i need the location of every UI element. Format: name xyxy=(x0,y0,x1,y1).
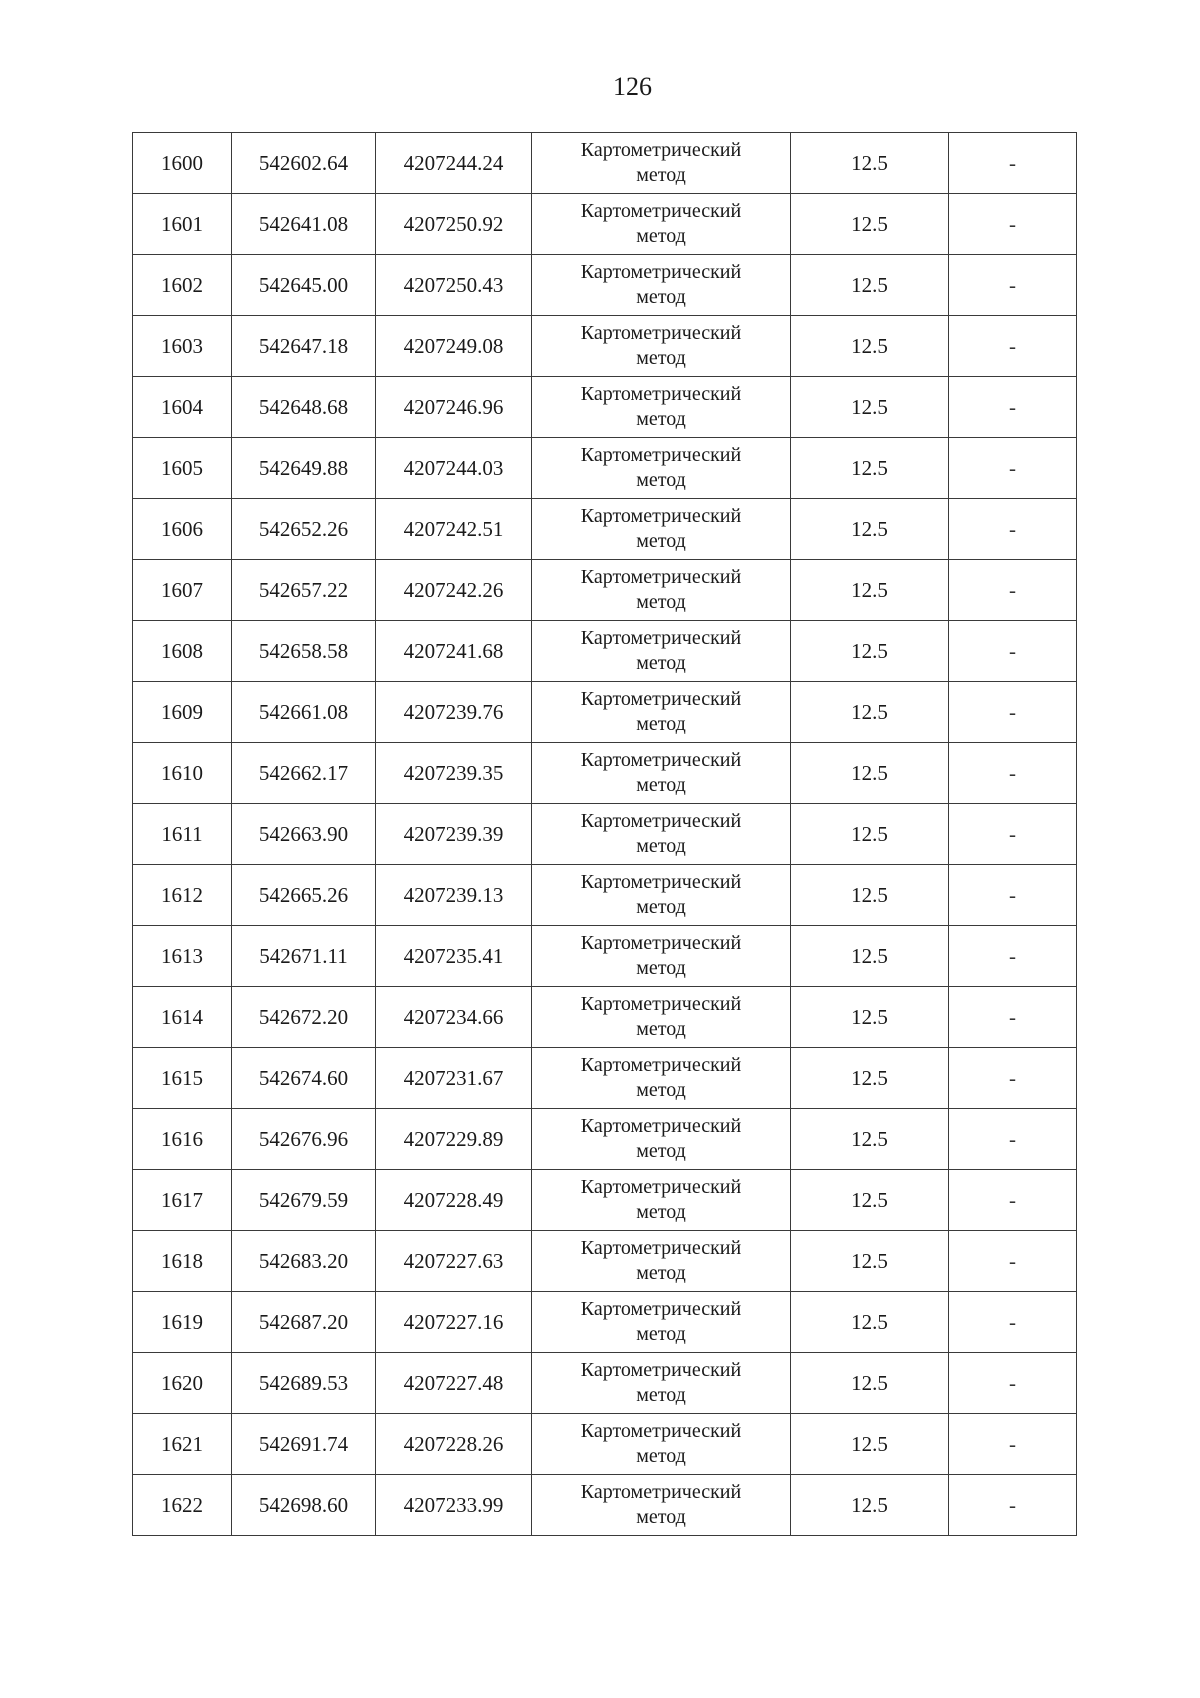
x-coordinate-cell: 542698.60 xyxy=(232,1475,376,1536)
point-id-cell: 1606 xyxy=(133,499,232,560)
note-cell: - xyxy=(949,1170,1077,1231)
point-id-cell: 1612 xyxy=(133,865,232,926)
accuracy-cell: 12.5 xyxy=(791,987,949,1048)
accuracy-cell: 12.5 xyxy=(791,133,949,194)
table-row xyxy=(133,255,1077,316)
table-row xyxy=(133,1414,1077,1475)
note-cell: - xyxy=(949,1353,1077,1414)
method-cell xyxy=(532,865,791,926)
y-coordinate-cell: 4207239.39 xyxy=(376,804,532,865)
method-line-2: метод xyxy=(636,1079,686,1101)
method-line-2: метод xyxy=(636,591,686,613)
method-line-1: Картометрический xyxy=(580,1237,742,1259)
x-coordinate-cell: 542687.20 xyxy=(232,1292,376,1353)
method-line-2: метод xyxy=(636,1384,686,1406)
point-id-cell: 1604 xyxy=(133,377,232,438)
table-row xyxy=(133,560,1077,621)
method-cell xyxy=(532,316,791,377)
note-cell: - xyxy=(949,804,1077,865)
method-cell xyxy=(532,1231,791,1292)
point-id-cell: 1616 xyxy=(133,1109,232,1170)
note-cell: - xyxy=(949,1475,1077,1536)
x-coordinate-cell: 542661.08 xyxy=(232,682,376,743)
method-line-1: Картометрический xyxy=(580,505,742,527)
method-line-2: метод xyxy=(636,1323,686,1345)
point-id-cell: 1609 xyxy=(133,682,232,743)
note-cell: - xyxy=(949,499,1077,560)
method-line-1: Картометрический xyxy=(580,993,742,1015)
y-coordinate-cell: 4207239.35 xyxy=(376,743,532,804)
method-line-1: Картометрический xyxy=(580,261,742,283)
y-coordinate-cell: 4207228.26 xyxy=(376,1414,532,1475)
x-coordinate-cell: 542683.20 xyxy=(232,1231,376,1292)
coordinates-table xyxy=(132,132,1077,1536)
x-coordinate-cell: 542676.96 xyxy=(232,1109,376,1170)
method-line-2: метод xyxy=(636,957,686,979)
method-line-1: Картометрический xyxy=(580,871,742,893)
method-line-1: Картометрический xyxy=(580,627,742,649)
x-coordinate-cell: 542657.22 xyxy=(232,560,376,621)
table-row xyxy=(133,499,1077,560)
method-cell xyxy=(532,560,791,621)
accuracy-cell: 12.5 xyxy=(791,1109,949,1170)
accuracy-cell: 12.5 xyxy=(791,1170,949,1231)
note-cell: - xyxy=(949,377,1077,438)
note-cell: - xyxy=(949,987,1077,1048)
accuracy-cell: 12.5 xyxy=(791,1292,949,1353)
table-row xyxy=(133,438,1077,499)
method-cell xyxy=(532,1414,791,1475)
method-line-2: метод xyxy=(636,713,686,735)
method-line-1: Картометрический xyxy=(580,566,742,588)
method-line-2: метод xyxy=(636,225,686,247)
note-cell: - xyxy=(949,1048,1077,1109)
y-coordinate-cell: 4207249.08 xyxy=(376,316,532,377)
method-cell xyxy=(532,987,791,1048)
accuracy-cell: 12.5 xyxy=(791,438,949,499)
accuracy-cell: 12.5 xyxy=(791,1414,949,1475)
y-coordinate-cell: 4207242.26 xyxy=(376,560,532,621)
point-id-cell: 1615 xyxy=(133,1048,232,1109)
accuracy-cell: 12.5 xyxy=(791,682,949,743)
table-row xyxy=(133,1170,1077,1231)
point-id-cell: 1620 xyxy=(133,1353,232,1414)
table-body xyxy=(133,133,1077,1536)
method-cell xyxy=(532,804,791,865)
method-line-2: метод xyxy=(636,408,686,430)
y-coordinate-cell: 4207234.66 xyxy=(376,987,532,1048)
method-line-1: Картометрический xyxy=(580,1115,742,1137)
table-row xyxy=(133,1475,1077,1536)
method-cell xyxy=(532,499,791,560)
table-row xyxy=(133,926,1077,987)
method-line-1: Картометрический xyxy=(580,1298,742,1320)
method-line-2: метод xyxy=(636,1445,686,1467)
accuracy-cell: 12.5 xyxy=(791,621,949,682)
method-line-1: Картометрический xyxy=(580,1420,742,1442)
y-coordinate-cell: 4207244.03 xyxy=(376,438,532,499)
x-coordinate-cell: 542602.64 xyxy=(232,133,376,194)
note-cell: - xyxy=(949,560,1077,621)
point-id-cell: 1605 xyxy=(133,438,232,499)
x-coordinate-cell: 542648.68 xyxy=(232,377,376,438)
point-id-cell: 1617 xyxy=(133,1170,232,1231)
y-coordinate-cell: 4207227.48 xyxy=(376,1353,532,1414)
table-row xyxy=(133,194,1077,255)
method-line-2: метод xyxy=(636,469,686,491)
x-coordinate-cell: 542672.20 xyxy=(232,987,376,1048)
note-cell: - xyxy=(949,743,1077,804)
point-id-cell: 1622 xyxy=(133,1475,232,1536)
y-coordinate-cell: 4207231.67 xyxy=(376,1048,532,1109)
y-coordinate-cell: 4207233.99 xyxy=(376,1475,532,1536)
method-line-2: метод xyxy=(636,774,686,796)
method-line-2: метод xyxy=(636,1140,686,1162)
method-cell xyxy=(532,133,791,194)
x-coordinate-cell: 542645.00 xyxy=(232,255,376,316)
x-coordinate-cell: 542671.11 xyxy=(232,926,376,987)
point-id-cell: 1610 xyxy=(133,743,232,804)
method-line-2: метод xyxy=(636,1262,686,1284)
table-row xyxy=(133,316,1077,377)
method-cell xyxy=(532,194,791,255)
method-cell xyxy=(532,438,791,499)
method-cell xyxy=(532,743,791,804)
method-line-1: Картометрический xyxy=(580,749,742,771)
method-cell xyxy=(532,682,791,743)
y-coordinate-cell: 4207239.13 xyxy=(376,865,532,926)
method-line-2: метод xyxy=(636,164,686,186)
table-row xyxy=(133,1292,1077,1353)
table-row xyxy=(133,1353,1077,1414)
x-coordinate-cell: 542691.74 xyxy=(232,1414,376,1475)
method-line-1: Картометрический xyxy=(580,200,742,222)
y-coordinate-cell: 4207244.24 xyxy=(376,133,532,194)
accuracy-cell: 12.5 xyxy=(791,377,949,438)
accuracy-cell: 12.5 xyxy=(791,560,949,621)
note-cell: - xyxy=(949,926,1077,987)
method-line-2: метод xyxy=(636,896,686,918)
method-line-1: Картометрический xyxy=(580,1359,742,1381)
accuracy-cell: 12.5 xyxy=(791,865,949,926)
note-cell: - xyxy=(949,194,1077,255)
x-coordinate-cell: 542641.08 xyxy=(232,194,376,255)
point-id-cell: 1608 xyxy=(133,621,232,682)
page-number: 126 xyxy=(613,72,652,101)
x-coordinate-cell: 542663.90 xyxy=(232,804,376,865)
method-line-2: метод xyxy=(636,652,686,674)
y-coordinate-cell: 4207242.51 xyxy=(376,499,532,560)
method-line-1: Картометрический xyxy=(580,139,742,161)
method-line-1: Картометрический xyxy=(580,932,742,954)
table-row xyxy=(133,743,1077,804)
accuracy-cell: 12.5 xyxy=(791,743,949,804)
note-cell: - xyxy=(949,316,1077,377)
note-cell: - xyxy=(949,255,1077,316)
method-line-1: Картометрический xyxy=(580,1481,742,1503)
point-id-cell: 1614 xyxy=(133,987,232,1048)
method-line-2: метод xyxy=(636,1506,686,1528)
table-row xyxy=(133,865,1077,926)
accuracy-cell: 12.5 xyxy=(791,1475,949,1536)
table-row xyxy=(133,1109,1077,1170)
accuracy-cell: 12.5 xyxy=(791,1048,949,1109)
method-cell xyxy=(532,377,791,438)
point-id-cell: 1600 xyxy=(133,133,232,194)
table-row xyxy=(133,987,1077,1048)
table-row xyxy=(133,377,1077,438)
method-cell xyxy=(532,1048,791,1109)
accuracy-cell: 12.5 xyxy=(791,194,949,255)
method-line-1: Картометрический xyxy=(580,322,742,344)
y-coordinate-cell: 4207229.89 xyxy=(376,1109,532,1170)
method-cell xyxy=(532,255,791,316)
x-coordinate-cell: 542662.17 xyxy=(232,743,376,804)
accuracy-cell: 12.5 xyxy=(791,316,949,377)
y-coordinate-cell: 4207250.43 xyxy=(376,255,532,316)
point-id-cell: 1619 xyxy=(133,1292,232,1353)
x-coordinate-cell: 542679.59 xyxy=(232,1170,376,1231)
y-coordinate-cell: 4207227.16 xyxy=(376,1292,532,1353)
point-id-cell: 1618 xyxy=(133,1231,232,1292)
table-row xyxy=(133,1231,1077,1292)
point-id-cell: 1603 xyxy=(133,316,232,377)
accuracy-cell: 12.5 xyxy=(791,804,949,865)
table-row xyxy=(133,682,1077,743)
method-cell xyxy=(532,1475,791,1536)
accuracy-cell: 12.5 xyxy=(791,499,949,560)
y-coordinate-cell: 4207241.68 xyxy=(376,621,532,682)
note-cell: - xyxy=(949,1414,1077,1475)
table-row xyxy=(133,621,1077,682)
method-line-1: Картометрический xyxy=(580,383,742,405)
method-cell xyxy=(532,621,791,682)
accuracy-cell: 12.5 xyxy=(791,926,949,987)
method-cell xyxy=(532,1353,791,1414)
x-coordinate-cell: 542658.58 xyxy=(232,621,376,682)
accuracy-cell: 12.5 xyxy=(791,255,949,316)
note-cell: - xyxy=(949,621,1077,682)
x-coordinate-cell: 542649.88 xyxy=(232,438,376,499)
method-line-2: метод xyxy=(636,1201,686,1223)
note-cell: - xyxy=(949,1109,1077,1170)
method-cell xyxy=(532,926,791,987)
x-coordinate-cell: 542689.53 xyxy=(232,1353,376,1414)
note-cell: - xyxy=(949,865,1077,926)
point-id-cell: 1601 xyxy=(133,194,232,255)
note-cell: - xyxy=(949,133,1077,194)
note-cell: - xyxy=(949,1292,1077,1353)
accuracy-cell: 12.5 xyxy=(791,1353,949,1414)
method-cell xyxy=(532,1170,791,1231)
point-id-cell: 1607 xyxy=(133,560,232,621)
y-coordinate-cell: 4207227.63 xyxy=(376,1231,532,1292)
method-line-1: Картометрический xyxy=(580,688,742,710)
accuracy-cell: 12.5 xyxy=(791,1231,949,1292)
method-cell xyxy=(532,1109,791,1170)
x-coordinate-cell: 542652.26 xyxy=(232,499,376,560)
method-line-2: метод xyxy=(636,347,686,369)
note-cell: - xyxy=(949,682,1077,743)
y-coordinate-cell: 4207239.76 xyxy=(376,682,532,743)
y-coordinate-cell: 4207235.41 xyxy=(376,926,532,987)
point-id-cell: 1602 xyxy=(133,255,232,316)
method-line-2: метод xyxy=(636,835,686,857)
method-line-2: метод xyxy=(636,286,686,308)
x-coordinate-cell: 542665.26 xyxy=(232,865,376,926)
method-line-1: Картометрический xyxy=(580,1054,742,1076)
note-cell: - xyxy=(949,438,1077,499)
note-cell: - xyxy=(949,1231,1077,1292)
y-coordinate-cell: 4207250.92 xyxy=(376,194,532,255)
method-line-2: метод xyxy=(636,530,686,552)
method-line-1: Картометрический xyxy=(580,810,742,832)
method-line-2: метод xyxy=(636,1018,686,1040)
method-line-1: Картометрический xyxy=(580,444,742,466)
table-row xyxy=(133,1048,1077,1109)
x-coordinate-cell: 542674.60 xyxy=(232,1048,376,1109)
y-coordinate-cell: 4207246.96 xyxy=(376,377,532,438)
point-id-cell: 1613 xyxy=(133,926,232,987)
table-row xyxy=(133,133,1077,194)
x-coordinate-cell: 542647.18 xyxy=(232,316,376,377)
point-id-cell: 1621 xyxy=(133,1414,232,1475)
table-row xyxy=(133,804,1077,865)
point-id-cell: 1611 xyxy=(133,804,232,865)
y-coordinate-cell: 4207228.49 xyxy=(376,1170,532,1231)
method-line-1: Картометрический xyxy=(580,1176,742,1198)
method-cell xyxy=(532,1292,791,1353)
